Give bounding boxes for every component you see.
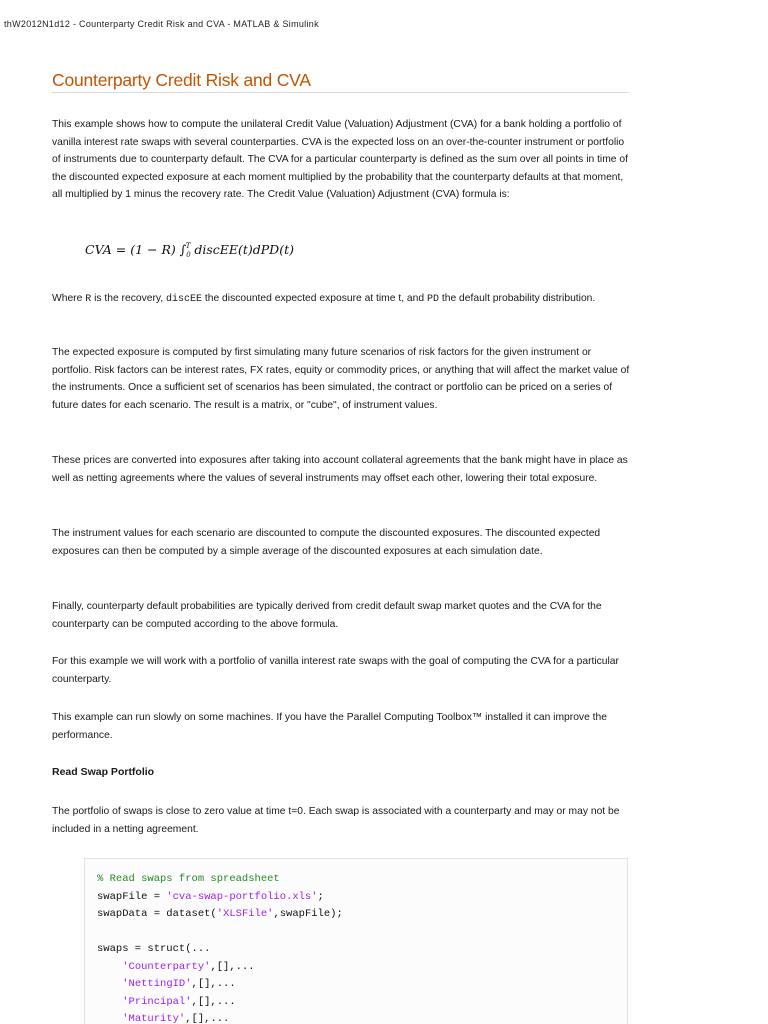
code-line — [97, 906, 627, 924]
code-text: swapData = dataset( — [97, 908, 217, 920]
code-line — [97, 871, 627, 889]
article-body — [52, 116, 632, 204]
code-indent — [97, 978, 122, 990]
formula-lhs: CVA = (1 − R) ∫ — [85, 242, 187, 257]
where-text-1: Where — [52, 293, 86, 304]
expected-exposure-block — [52, 344, 632, 414]
code-line — [97, 976, 627, 994]
code-comment: % Read swaps from spreadsheet — [97, 873, 280, 885]
instrument-values-block — [52, 525, 632, 560]
code-text: ,[],... — [191, 978, 236, 990]
code-string: 'NettingID' — [122, 978, 192, 990]
intro-paragraph: This example shows how to compute the unilateral Credit Value (Valuation) Adjustment (CVA) for a bank holding a portfolio of vanilla interest rate swaps with several counterparties. CVA is the expected loss on an over-the-counter instrument or portfolio of instruments due to counterparty default. The CVA for a particular counterparty is defined as the sum over all points in time of the discounted expected exposure at each moment multiplied by the probability that the counterparty defaults at that moment, all multiplied by 1 minus the recovery rate. The Credit Value (Valuation) Adjustment (CVA) formula is: — [52, 119, 628, 200]
code-text: swaps = struct(... — [97, 943, 211, 955]
runs-slowly-paragraph: This example can run slowly on some machines. If you have the Parallel Computing Toolbox™ installed it can improve the performance. — [52, 712, 607, 741]
print-header: thW2012N1d12 - Counterparty Credit Risk and CVA - MATLAB & Simulink — [4, 19, 319, 29]
code-string: 'cva-swap-portfolio.xls' — [166, 890, 318, 903]
code-line — [97, 994, 627, 1012]
portfolio-block — [52, 803, 632, 838]
formula-upper-limit: T — [185, 242, 191, 250]
code-line — [97, 941, 627, 959]
runs-slowly-block — [52, 709, 632, 744]
expected-exposure-paragraph: The expected exposure is computed by first simulating many future scenarios of risk factors for the given instrument or portfolio. Risk factors can be interest rates, FX rates, equity or commodity prices, or anything that will affect the market value of the instruments. Once a sufficient set of scenarios has been simulated, the contract or portfolio can be priced on a series of future dates for each scenario. The result is a matrix, or "cube", of instrument values. — [52, 347, 630, 411]
code-text: ,[],... — [210, 960, 255, 973]
code-text: ,swapFile); — [273, 908, 343, 920]
prices-block — [52, 452, 632, 487]
where-text-3: the discounted expected exposure at time t, and — [202, 293, 427, 304]
portfolio-paragraph: The portfolio of swaps is close to zero value at time t=0. Each swap is associated with a counterparty and may or may not be included in a netting agreement. — [52, 806, 620, 835]
code-line — [97, 959, 627, 977]
code-line — [97, 1011, 627, 1024]
where-text-4: the default probability distribution. — [439, 293, 596, 304]
code-string: 'XLSFile' — [216, 908, 274, 920]
code-block — [84, 858, 628, 1024]
code-text: ,[],... — [185, 1013, 230, 1024]
cva-formula — [85, 242, 294, 259]
code-line — [97, 889, 627, 907]
code-string: 'Counterparty' — [122, 960, 211, 973]
var-pd: PD — [426, 294, 439, 305]
code-blank-line — [97, 924, 627, 942]
section-heading-read-swap-portfolio: Read Swap Portfolio — [52, 766, 155, 778]
prices-paragraph: These prices are converted into exposures after taking into account collateral agreements that the bank might have in place as well as netting agreements where the values of several instruments may offset each other, lowering their total exposure. — [52, 455, 628, 484]
var-discee: discEE — [166, 294, 203, 305]
code-indent — [97, 996, 122, 1008]
formula-lower-limit: 0 — [186, 251, 191, 259]
code-string: 'Maturity' — [122, 1013, 186, 1024]
where-block — [52, 290, 632, 309]
code-text: swapFile = — [97, 890, 167, 903]
code-text: ,[],... — [191, 995, 236, 1008]
code-indent — [97, 961, 122, 973]
var-r: R — [85, 294, 92, 305]
finally-paragraph: Finally, counterparty default probabilities are typically derived from credit default swap market quotes and the CVA for the counterparty can be computed according to the above formula. — [52, 601, 602, 630]
finally-block — [52, 598, 632, 633]
formula-rhs: discEE(t)dPD(t) — [190, 242, 294, 257]
for-this-example-block — [52, 653, 632, 688]
page-title: Counterparty Credit Risk and CVA — [52, 70, 311, 90]
code-indent — [97, 1013, 122, 1024]
code-text: ; — [317, 890, 324, 903]
instrument-values-paragraph: The instrument values for each scenario are discounted to compute the discounted exposures. The discounted expected exposures can then be computed by a simple average of the discounted exposures at each simulation date. — [52, 528, 601, 557]
where-paragraph — [52, 290, 632, 309]
for-this-example-paragraph: For this example we will work with a portfolio of vanilla interest rate swaps with the goal of computing the CVA for a particular counterparty. — [52, 656, 619, 685]
where-text-2: is the recovery, — [91, 293, 166, 304]
code-string: 'Principal' — [122, 995, 192, 1008]
title-divider — [52, 92, 629, 93]
